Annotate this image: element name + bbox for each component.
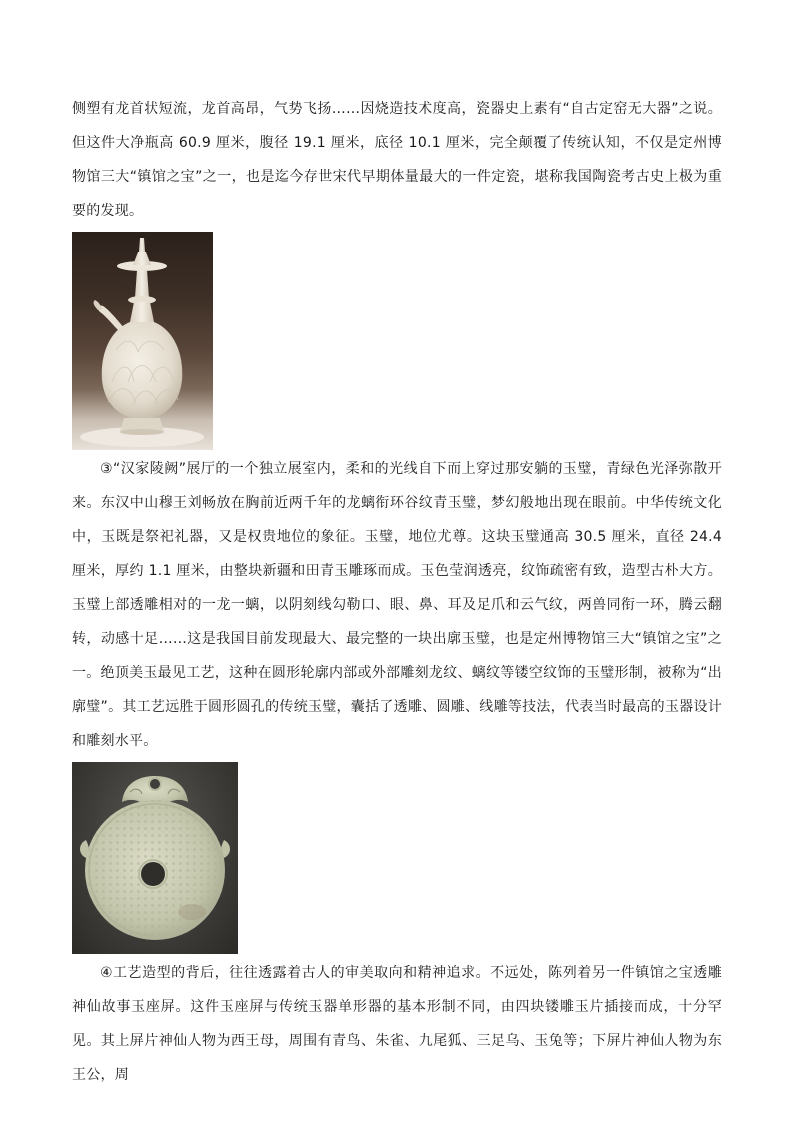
paragraph-jade-screen: ④工艺造型的背后，往往透露着古人的审美取向和精神追求。不远处，陈列着另一件镇馆之宝透雕神仙故事玉座屏。这件玉座屏与传统玉器单形器的基本形制不同，由四块镂雕玉片插接而成，十分罕见。其上屏片神仙人物为西王母，周围有青鸟、朱雀、九尾狐、三足乌、玉兔等；下屏片神仙人物为东王公，周 bbox=[72, 965, 722, 1083]
vase-illustration bbox=[72, 232, 213, 450]
paragraph-vase-continued: 侧塑有龙首状短流，龙首高昂，气势飞扬……因烧造技术度高，瓷器史上素有“自古定窑无大器”之说。但这件大净瓶高 60.9 厘米，腹径 19.1 厘米，底径 10.1 厘米，完全颠覆了传统认知，不仅是定州博物馆三大“镇馆之宝”之一，也是迄今存世宋代早期体量最大的一件定瓷，堪称我国陶瓷考古史上极为重要的发现。 bbox=[72, 101, 722, 219]
porcelain-vase-photo bbox=[72, 232, 213, 450]
paragraph-jade-bi: ③“汉家陵阙”展厅的一个独立展室内，柔和的光线自下而上穿过那安躺的玉璧，青绿色光泽弥散开来。东汉中山穆王刘畅放在胸前近两千年的龙螭衔环谷纹青玉璧，梦幻般地出现在眼前。中华传统文化中，玉既是祭祀礼器，又是权贵地位的象征。玉璧，地位尤尊。这块玉璧通高 30.5 厘米，直径 24.4 厘米，厚约 1.1 厘米，由整块新疆和田青玉雕琢而成。玉色莹润透亮，纹饰疏密有致，造型古朴大方。玉璧上部透雕相对的一龙一螭，以阴刻线勾勒口、眼、鼻、耳及足爪和云气纹，两兽同衔一环，腾云翻转，动感十足……这是我国目前发现最大、最完整的一块出廓玉璧，也是定州博物馆三大“镇馆之宝”之一。绝顶美玉最见工艺，这种在圆形轮廓内部或外部雕刻龙纹、螭纹等镂空纹饰的玉璧形制，被称为“出廓璧”。其工艺远胜于圆形圆孔的传统玉璧，囊括了透雕、圆雕、线雕等技法，代表当时最高的玉器设计和雕刻水平。 bbox=[72, 461, 722, 749]
jade-bi-disc-photo bbox=[72, 762, 238, 954]
jade-bi-illustration bbox=[72, 762, 238, 954]
document-page bbox=[72, 92, 722, 1092]
